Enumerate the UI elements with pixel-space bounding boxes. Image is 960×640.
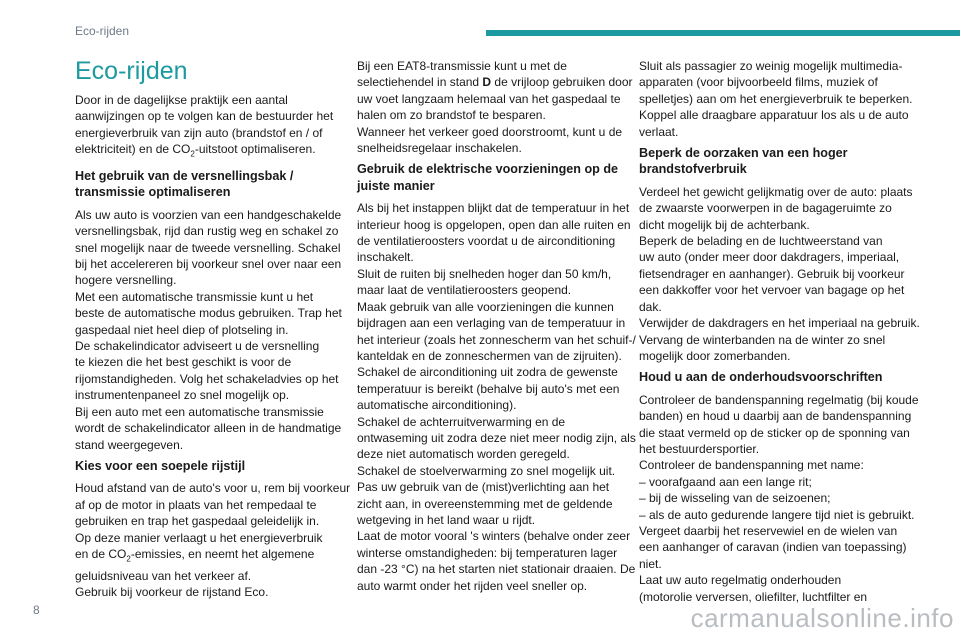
intro-paragraph — [75, 92, 345, 163]
text-line: Koppel alle draagbare apparatuur los als u de auto — [639, 108, 909, 123]
text-line: banden) en houd u daarbij aan de bandenspanning — [639, 409, 912, 424]
text-line: hogere versnelling. — [75, 273, 177, 288]
running-header: Eco-rijden — [75, 24, 130, 38]
heading-driving-style: Kies voor een soepele rijstijl — [75, 458, 246, 473]
text-line: maar laat de ventilatieroosters geopend. — [357, 283, 572, 298]
column-middle — [357, 58, 636, 598]
text-line: Sluit de ruiten bij snelheden hoger dan 50 km/h, — [357, 266, 612, 281]
text-line: deze niet automatisch worden geregeld. — [357, 447, 570, 462]
text-line: versnellingsbak, rijd dan rustig weg en schakel zo — [75, 224, 339, 239]
text-line: Verdeel het gewicht gelijkmatig over de auto: plaats — [639, 184, 913, 199]
text-line: fietsendrager en aanhanger). Gebruik bij voorkeur — [639, 266, 905, 281]
text-line: interieur hoog is opgelopen, open dan alle ruiten en — [357, 217, 631, 232]
text-line: Vergeet daarbij het reservewiel en de wielen van — [639, 523, 898, 538]
text-line: Vervang de winterbanden na de winter zo snel — [639, 332, 886, 347]
text-line: snel mogelijk naar de tweede versnelling. Schakel — [75, 240, 341, 255]
text-line: Controleer de bandenspanning regelmatig (bij koude — [639, 392, 919, 407]
text-line: gaspedaal niet heel diep of plotseling in. — [75, 322, 289, 337]
text-line: Bij een EAT8-transmissie kunt u met de — [357, 59, 567, 73]
text-line: stand weergegeven. — [75, 437, 184, 452]
text-line: Met een automatische transmissie kunt u het — [75, 289, 314, 304]
text-line: dan -23 °C) na het starten niet stationair draaien. De — [357, 562, 636, 577]
text-line: de ventilatieroosters voordat u de airconditioning — [357, 234, 616, 249]
intro-co2-line — [75, 141, 345, 163]
text-line: energieverbruik van zijn auto (brandstof en / of — [75, 125, 323, 140]
driving-style-paragraph — [75, 480, 351, 600]
passenger-paragraph — [639, 58, 911, 140]
text-line: Schakel de stoelverwarming zo snel mogelijk uit. — [357, 463, 616, 478]
style-co2-line — [75, 546, 345, 568]
style-co2-before: en de CO — [75, 546, 127, 561]
text-line: automatische airconditioning). — [357, 398, 517, 413]
text-line: instrumentenpaneel zo snel mogelijk op. — [75, 388, 290, 403]
style-co2-after: -emissies, en neemt het algemene — [130, 546, 315, 561]
text-line: het interieur (zoals het zonnescherm van het schuif-/ — [357, 332, 636, 347]
maintenance-paragraph — [639, 392, 919, 605]
text-line: Laat de motor vooral 's winters (behalve onder zeer — [357, 529, 631, 544]
text-line: dak. — [639, 299, 662, 314]
text-line: uw auto (onder meer door dakdragers, imperiaal, — [639, 250, 900, 265]
heading-maintenance: Houd u aan de onderhoudsvoorschriften — [639, 370, 883, 385]
heading-electrical: Gebruik de elektrische voorzieningen op de juiste manier — [357, 162, 619, 193]
text-line: Op deze manier verlaagt u het energieverbruik — [75, 530, 323, 545]
text-line: Controleer de bandenspanning met name: — [639, 458, 864, 473]
text-line: Bij een auto met een automatische transmissie — [75, 404, 324, 419]
page-title: Eco-rijden — [75, 57, 188, 85]
text-line: Als uw auto is voorzien van een handgeschakelde — [75, 207, 342, 222]
text-line: spelletjes) aan om het energieverbruik te beperken. — [639, 91, 913, 106]
style-co2-sub: 2 — [126, 554, 131, 564]
maintenance-lines-b — [639, 523, 911, 605]
text-line: gebruiken en trap het gaspedaal geleidelijk in. — [75, 514, 320, 529]
text-line: aanwijzingen op te volgen kan de bestuurder het — [75, 109, 334, 124]
text-line: De schakelindicator adviseert u de versnelling — [75, 339, 320, 354]
text-line: Gebruik bij voorkeur de rijstand Eco. — [75, 585, 269, 600]
text-line: Door in de dagelijkse praktijk een aantal — [75, 93, 288, 107]
text-line: (motorolie verversen, oliefilter, luchtfilter en — [639, 589, 868, 604]
text-line: halen om zo brandstof te besparen. — [357, 108, 546, 123]
text-line: bijdragen aan een verlaging van de temperatuur in — [357, 316, 626, 331]
text-line: Maak gebruik van alle voorzieningen die kunnen — [357, 299, 614, 314]
text-line: geluidsniveau van het verkeer af. — [75, 568, 252, 583]
column-left — [75, 56, 351, 605]
eat8-paragraph — [357, 58, 633, 156]
eat8-d-after: de vrijloop gebruiken door — [491, 75, 633, 90]
maintenance-lines-a — [639, 392, 919, 474]
text-line: de zwaarste voorwerpen in de bagageruimte zo — [639, 201, 892, 216]
text-line: Schakel de achterruitverwarming en de — [357, 414, 566, 429]
text-line: Laat uw auto regelmatig onderhouden — [639, 573, 842, 588]
text-line: die staat vermeld op de sticker op de sponning van — [639, 425, 910, 440]
text-line: Wanneer het verkeer goed doorstroomt, kunt u de — [357, 124, 623, 139]
text-line: – als de auto gedurende langere tijd niet is gebruikt. — [639, 507, 915, 522]
text-line: Sluit als passagier zo weinig mogelijk multimedia- — [639, 59, 903, 73]
intro-co2-after: -uitstoot optimaliseren. — [194, 142, 316, 157]
eat8-selector-line — [357, 74, 633, 90]
eat8-d-before: selectiehendel in stand — [357, 75, 483, 90]
text-line: verlaat. — [639, 124, 679, 139]
text-line: Beperk de belading en de luchtweerstand van — [639, 234, 883, 249]
text-line: winterse omstandigheden: bij temperaturen lager — [357, 545, 618, 560]
text-line: zicht aan, in overeenstemming met de geldende — [357, 496, 613, 511]
text-line: snelheidsregelaar inschakelen. — [357, 141, 522, 156]
text-line: af op de motor in plaats van het rempedaal te — [75, 497, 317, 512]
text-line: ontwaseming uit zodra deze niet meer nodig zijn, als — [357, 430, 636, 445]
text-line: mogelijk door zomerbanden. — [639, 348, 791, 363]
text-line: kanteldak en de zonneschermen van de zijruiten). — [357, 348, 622, 363]
text-line: inschakelt. — [357, 250, 414, 265]
text-line: te kiezen die het best geschikt is voor de — [75, 355, 292, 370]
style-lines-b — [75, 568, 345, 601]
header-accent-bar — [486, 30, 960, 36]
eat8-lines-post — [357, 91, 623, 157]
text-line: – bij de wisseling van de seizoenen; — [639, 491, 831, 506]
text-line: dicht mogelijk bij de achterbank. — [639, 217, 810, 232]
text-line: bij het accelereren bij voorkeur snel over naar een — [75, 257, 342, 272]
style-lines-a — [75, 480, 351, 546]
text-line: auto warmt onder het rijden veel sneller op. — [357, 578, 588, 593]
text-line: Schakel de airconditioning uit zodra de gewenste — [357, 365, 618, 380]
text-line: Als bij het instappen blijkt dat de temperatuur in het — [357, 201, 630, 216]
electrical-paragraph — [357, 200, 636, 594]
text-line: wordt de schakelindicator alleen in de handmatige — [75, 421, 342, 436]
text-line: – voorafgaand aan een lange rit; — [639, 474, 812, 489]
text-line: het bestuurdersportier. — [639, 441, 760, 456]
text-line: Pas uw gebruik van de (mist)verlichting aan het — [357, 480, 610, 495]
text-line: beste de automatische modus gebruiken. Trap het — [75, 306, 342, 321]
text-line: wetgeving in het land waar u rijdt. — [357, 512, 536, 527]
text-line: uw voet langzaam helemaal van het gaspedaal te — [357, 91, 621, 106]
intro-co2-before: elektriciteit) en de CO — [75, 142, 191, 157]
intro-lines — [75, 92, 345, 141]
heading-gearbox: Het gebruik van de versnellingsbak / transmissie optimaliseren — [75, 169, 294, 200]
gearbox-paragraph — [75, 207, 345, 453]
text-line: apparaten (voor bijvoorbeeld films, muziek of — [639, 75, 878, 90]
gear-position-d: D — [482, 75, 492, 90]
text-line: Houd afstand van de auto's voor u, rem bij voorkeur — [75, 481, 351, 496]
column-right — [639, 58, 920, 609]
text-line: niet. — [639, 556, 662, 571]
eat8-lines-pre — [357, 58, 623, 74]
page-number: 8 — [33, 603, 40, 617]
text-line: temperatuur is bereikt (behalve bij auto's met een — [357, 381, 620, 396]
text-line: Verwijder de dakdragers en het imperiaal na gebruik. — [639, 316, 920, 331]
watermark: carmanualsonline.info — [690, 603, 954, 633]
text-line: een dakkoffer voor het vervoer van bagage op het — [639, 283, 905, 298]
text-line: rijomstandigheden. Volg het schakeladvies op het — [75, 371, 339, 386]
text-line: een aanhanger of caravan (indien van toepassing) — [639, 540, 907, 555]
heading-causes: Beperk de oorzaken van een hoger brandstofverbruik — [639, 146, 848, 177]
causes-paragraph — [639, 184, 920, 364]
intro-co2-sub: 2 — [190, 149, 195, 159]
maintenance-bullet-list — [639, 474, 915, 523]
